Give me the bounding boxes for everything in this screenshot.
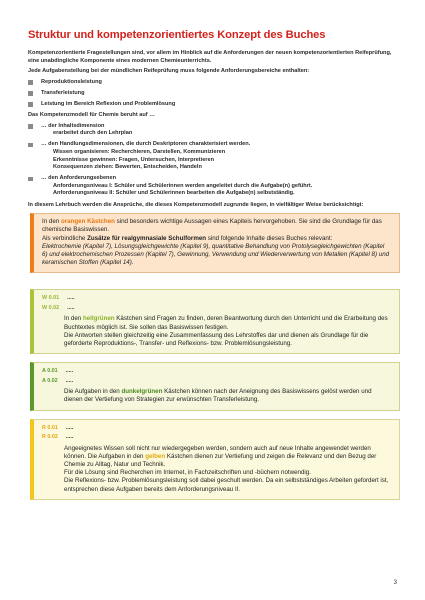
orange-info-box: In den orangen Kästchen sind besonders wichtige Aussagen eines Kapiteis hervorgehoben. Sie sind die Grundlage für das chemische Basiswissen. Als verbindliche Zusätze für realgymnasiale Schulformen sind folgende Inhalte dieses Buches relevant: Elektrochemie (Kapitel 7), Lösungsgleichgewichte (Kapitel 9), quantitative Behandlung von Protolysegleichgewichten (Kapitel 6) und elektrochemischen Prozessen (Kapitel 7), Gewinnung, Verwendung und Wiederverwertung von Metallen (Kapitel 8) und keramischen Stoffen (Kapitel 14).: [30, 213, 400, 273]
square-bullet-icon: [28, 143, 33, 148]
list-item: … der Inhaltsdimension erarbeitet durch den Lehrplan: [28, 123, 400, 138]
page-title: Struktur und kompetenzorientiertes Konzept des Buches: [28, 29, 326, 41]
closing-paragraph: In diesem Lehrbuch werden die Ansprüche, die dieses Kompetenzmodell zugrunde liegen, in vielfältiger Weise berücksichtigt:: [28, 201, 364, 208]
model-intro: Das Kompetenzmodell für Chemie beruht auf …: [28, 112, 155, 119]
task-code: A 0.01 .....: [42, 368, 74, 375]
info-boxes: [28, 213, 400, 500]
list-item: Leistung im Bereich Reflexion und Problemlösung: [28, 101, 400, 109]
research-code: R 0.01 .....: [42, 424, 74, 431]
task-code: A 0.02 .....: [42, 377, 74, 384]
question-code: W 0.01 .....: [42, 295, 75, 302]
square-bullet-icon: [28, 102, 33, 107]
darkgreen-tasks-box: A 0.01 ..... A 0.02 ..... Die Aufgaben in den dunkelgrünen Kästchen können nach der Aneignung des Basiswissens gelöst werden und dienen der Vertiefung von Strategien zur erwünschten Transferleistung.: [30, 362, 400, 410]
realgym-topics: Elektrochemie (Kapitel 7), Lösungsgleichgewichte (Kapitel 9), quantitative Behandlung von Protolysegleichgewichten (Kapitel 6) und elektrochemischen Prozessen (Kapitel 7), Gewinnung, Verwendung und Wiederverwertung von Metallen (Kapitel 8) und keramischen Stoffen (Kapitel 14).: [42, 242, 390, 267]
model-list: [28, 123, 400, 198]
square-bullet-icon: [28, 177, 33, 182]
lightgreen-questions-box: W 0.01 ..... W 0.02 ..... In den hellgrünen Kästchen sind Fragen zu finden, deren Beantwortung durch den Unterricht und die Erarbeitung des Buchtextes möglich ist. Sie sollen das Basiswissen festigen. Die Antworten stellen gleichzeitig eine Zusammenfassung des Lehrstoffes dar und dienen als Grundlage für die geforderte Reproduktions-, Transfer- und Reflexions- bzw. Problemlösungsleistung.: [30, 289, 400, 354]
list-item: … den Anforderungsebenen Anforderungsniveau I: Schüler und Schülerinnen werden angeleitet durch die Aufgabe(n) geführt. Anforderungsniveau II: Schüler und Schülerinnen bearbeiten die Aufgabe(n) selbstständig.: [28, 175, 400, 198]
requirements-list: [28, 79, 400, 109]
square-bullet-icon: [28, 91, 33, 96]
intro-paragraph-1: Kompetenzorientierte Fragestellungen sind, vor allem im Hinblick auf die Anforderungen der neuen kompetenzorientierten Reifeprüfung, eine unabdingliche Komponente eines modernen Chemieunterrichts.: [28, 50, 392, 64]
yellow-research-box: R 0.01 ..... R 0.02 ..... Angeeignetes Wissen soll nicht nur wiedergegeben werden, sondern auch auf neue Inhalte angewendet werden können. Die Aufgaben in den gelben Kästchen dienen zur Vertiefung und zeigen die Relevanz und den Bezug der Chemie zu Alltag, Natur und Technik. Für die Lösung sind Recherchen im Internet, in Fachzeitschriften und -büchern notwendig. Die Reflexions- bzw. Problemlösungsleistung soll dabei geschult werden. Da ein selbstständiges Arbeiten gefordert ist, entsprechen diese Aufgaben bereits dem Anforderungsniveau II.: [30, 419, 400, 500]
square-bullet-icon: [28, 124, 33, 129]
square-bullet-icon: [28, 80, 33, 85]
intro-paragraph-2: Jede Aufgabenstellung bei der mündlichen Reifeprüfung muss folgende Anforderungsbereiche enthalten:: [28, 68, 310, 75]
page-number: 3: [393, 580, 397, 586]
list-item: Reproduktionsleistung: [28, 79, 400, 87]
question-code: W 0.02 .....: [42, 304, 75, 311]
list-item: … den Handlungsdimensionen, die durch Deskriptoren charakterisiert werden. Wissen organisieren: Recherchieren, Darstellen, Kommunizieren Erkenntnisse gewinnen: Fragen, Untersuchen, Interpretieren Konsequenzen ziehen: Bewerten, Entscheiden, Handeln: [28, 141, 400, 171]
research-code: R 0.02 .....: [42, 434, 74, 441]
list-item: Transferleistung: [28, 90, 400, 98]
